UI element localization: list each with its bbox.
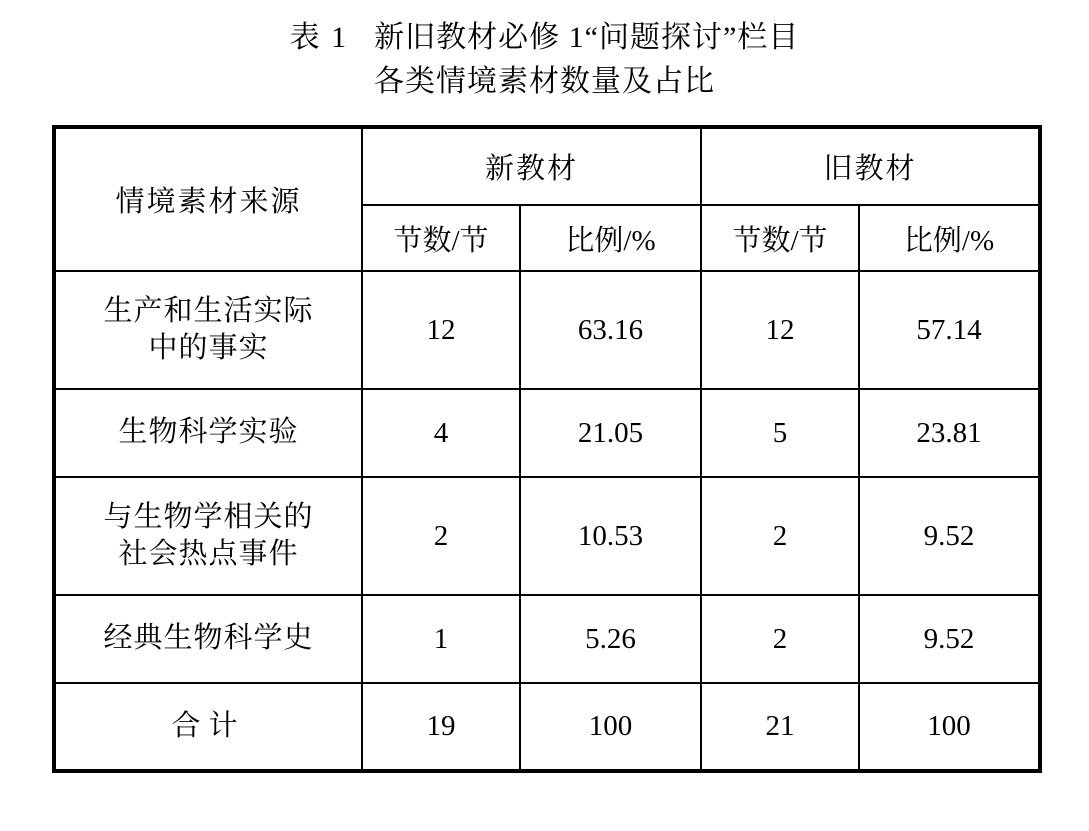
cell-new-count: 4 xyxy=(362,389,520,477)
data-table xyxy=(52,125,1042,773)
cell-old-count: 21 xyxy=(701,683,859,771)
cell-old-count: 2 xyxy=(701,595,859,683)
table-head xyxy=(54,127,1040,271)
row-label xyxy=(54,477,362,595)
cell-old-count: 12 xyxy=(701,271,859,389)
row-label xyxy=(54,271,362,389)
header-old-count: 节数/节 xyxy=(701,205,859,271)
table-container xyxy=(52,125,1037,773)
header-new-pct: 比例/% xyxy=(520,205,701,271)
row-label-line: 经典生物科学史 xyxy=(103,622,314,655)
cell-old-count: 2 xyxy=(701,477,859,595)
table-row xyxy=(54,389,1040,477)
header-group-new: 新教材 xyxy=(362,127,701,205)
row-label xyxy=(54,389,362,477)
cell-old-pct: 23.81 xyxy=(859,389,1040,477)
table-row xyxy=(54,595,1040,683)
caption-text-1: 新旧教材必修 1“问题探讨”栏目 xyxy=(374,21,800,54)
caption-line-2: 各类情境素材数量及占比 xyxy=(374,64,715,98)
row-label-line: 中的事实 xyxy=(148,332,269,364)
table-caption xyxy=(0,0,1089,103)
header-group-old: 旧教材 xyxy=(701,127,1040,205)
caption-line-1 xyxy=(0,16,1089,60)
row-label xyxy=(54,595,362,683)
header-old-pct: 比例/% xyxy=(859,205,1040,271)
table-row xyxy=(54,271,1040,389)
cell-new-count: 19 xyxy=(362,683,520,771)
cell-old-pct: 9.52 xyxy=(859,595,1040,683)
row-label-line: 与生物学相关的 xyxy=(103,500,314,533)
cell-new-pct: 21.05 xyxy=(520,389,701,477)
cell-new-pct: 5.26 xyxy=(520,595,701,683)
header-new-count: 节数/节 xyxy=(362,205,520,271)
cell-old-pct: 57.14 xyxy=(859,271,1040,389)
cell-old-pct: 100 xyxy=(859,683,1040,771)
cell-new-count: 12 xyxy=(362,271,520,389)
table-header-row-groups xyxy=(54,127,1040,205)
cell-new-count: 1 xyxy=(362,595,520,683)
cell-new-pct: 100 xyxy=(520,683,701,771)
cell-new-pct: 63.16 xyxy=(520,271,701,389)
table-body xyxy=(54,271,1040,771)
row-label-total: 合计 xyxy=(54,683,362,771)
cell-new-pct: 10.53 xyxy=(520,477,701,595)
table-row xyxy=(54,477,1040,595)
row-label-line: 社会热点事件 xyxy=(118,538,299,570)
header-source: 情境素材来源 xyxy=(54,127,362,271)
table-number: 表 1 xyxy=(289,21,349,54)
table-row-total xyxy=(54,683,1040,771)
row-label-line: 生产和生活实际 xyxy=(103,294,314,327)
cell-old-count: 5 xyxy=(701,389,859,477)
row-label-line: 生物科学实验 xyxy=(118,416,299,449)
cell-new-count: 2 xyxy=(362,477,520,595)
cell-old-pct: 9.52 xyxy=(859,477,1040,595)
